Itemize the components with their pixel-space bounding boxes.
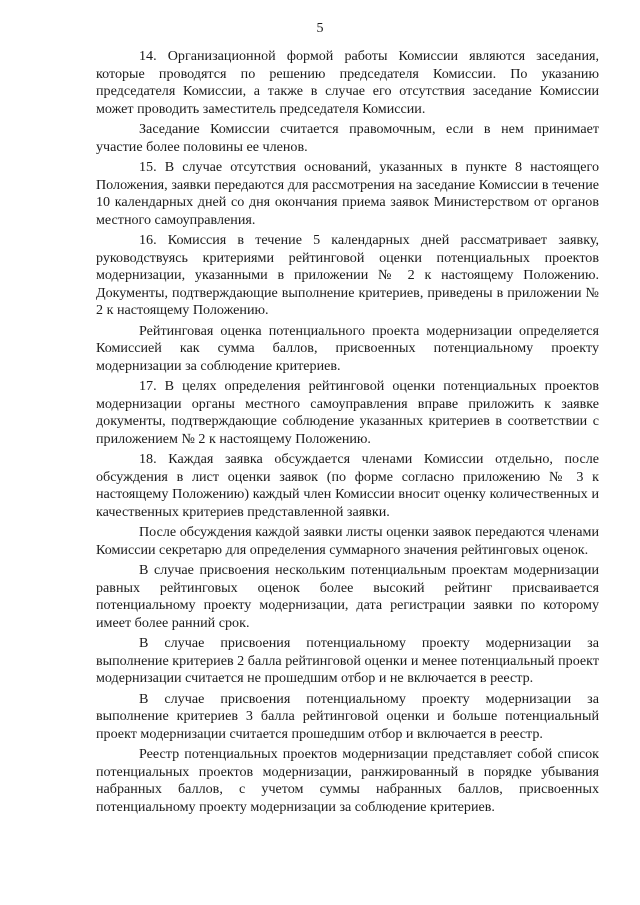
paragraph-3-points: В случае присвоения потенциальному проекту модернизации за выполнение критериев 3 балла рейтинговой оценки и больше потенциальный проект модернизации считается прошедшим отбор и включается в реестр. (96, 690, 599, 742)
paragraph-rating: Рейтинговая оценка потенциального проекта модернизации определяется Комиссией как сумма баллов, присвоенных потенциальному проекту модернизации за соблюдение критериев. (96, 322, 599, 374)
paragraph-14: 14. Организационной формой работы Комиссии являются заседания, которые проводятся по решению председателя Комиссии. По указанию председателя Комиссии, а также в случае его отсутствия заседание Комиссии может проводить заместитель председателя Комиссии. (96, 48, 599, 117)
paragraph-16: 16. Комиссия в течение 5 календарных дней рассматривает заявку, руководствуясь критериями рейтинговой оценки потенциальных проектов модернизации, указанными в приложении № 2 к настоящему Положению. Документы, подтверждающие выполнение критериев, приведены в приложении № 2 к настоящему Положению. (96, 232, 599, 318)
paragraph-quorum: Заседание Комиссии считается правомочным, если в нем принимает участие более половины ее членов. (96, 121, 599, 155)
paragraph-equal-ratings: В случае присвоения нескольким потенциальным проектам модернизации равных рейтинговых оценок более высокий рейтинг присваивается потенциальному проекту модернизации, дата регистрации заявки по которому имеет более ранний срок. (96, 562, 599, 631)
paragraph-after-discussion: После обсуждения каждой заявки листы оценки заявок передаются членами Комиссии секретарю для определения суммарного значения рейтинговых оценок. (96, 524, 599, 558)
paragraph-2-points: В случае присвоения потенциальному проекту модернизации за выполнение критериев 2 балла рейтинговой оценки и менее потенциальный проект модернизации считается не прошедшим отбор и не включается в реестр. (96, 635, 599, 686)
page-number: 5 (316, 21, 324, 36)
document-body (96, 48, 599, 816)
paragraph-17: 17. В целях определения рейтинговой оценки потенциальных проектов модернизации органы местного самоуправления вправе приложить к заявке документы, подтверждающие соблюдение указанных критериев в соответствии с приложением № 2 к настоящему Положению. (96, 378, 599, 447)
paragraph-18: 18. Каждая заявка обсуждается членами Комиссии отдельно, после обсуждения в лист оценки заявок (по форме согласно приложению № 3 к настоящему Положению) каждый член Комиссии вносит оценку количественных и качественных критериев представленной заявки. (96, 451, 599, 520)
paragraph-15: 15. В случае отсутствия оснований, указанных в пункте 8 настоящего Положения, заявки передаются для рассмотрения на заседание Комиссии в течение 10 календарных дней со дня окончания приема заявок Министерством от органов местного самоуправления. (96, 159, 599, 228)
paragraph-registry: Реестр потенциальных проектов модернизации представляет собой список потенциальных проектов модернизации, ранжированный в порядке убывания набранных баллов, с учетом суммы набранных баллов, присвоенных потенциальному проекту модернизации за соблюдение критериев. (96, 746, 599, 815)
